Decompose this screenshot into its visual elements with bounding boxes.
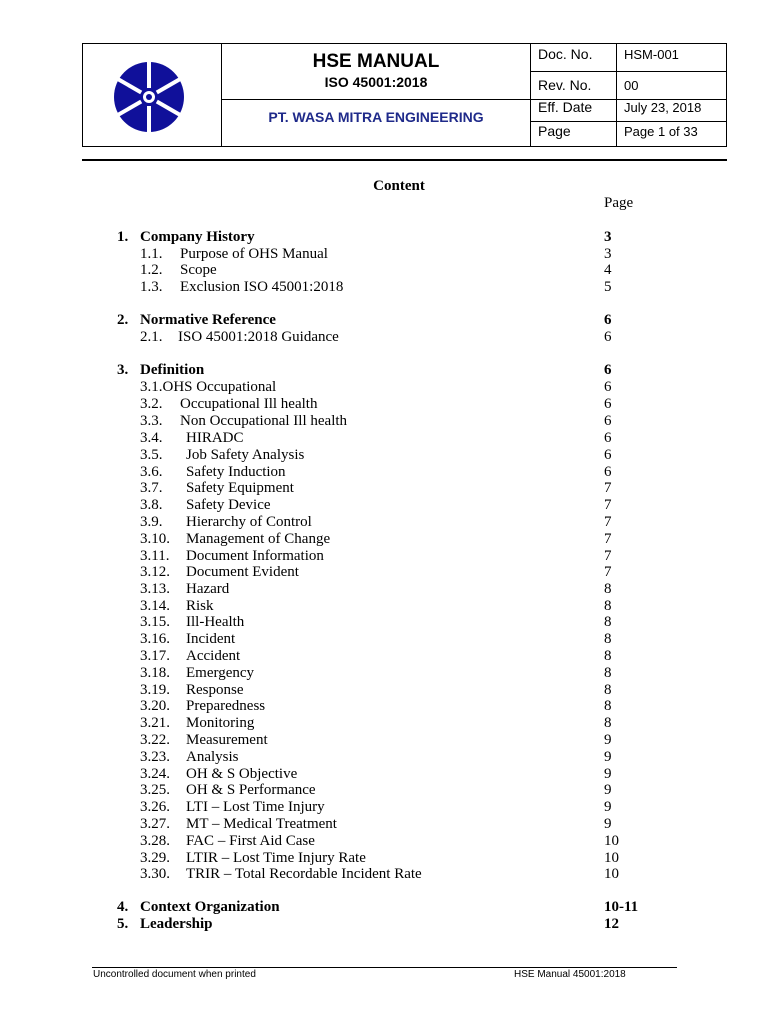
toc-entry xyxy=(0,246,768,263)
toc-entry-number: 3.8. xyxy=(140,497,163,513)
toc-entry-title: Management of Change xyxy=(186,531,331,547)
toc-entry-number: 3.5. xyxy=(140,447,163,463)
toc-entry-title: Hierarchy of Control xyxy=(186,514,312,530)
toc-entry-page: 10 xyxy=(604,850,619,866)
toc-entry xyxy=(0,581,768,598)
toc-entry-page: 6 xyxy=(604,430,612,446)
toc-entry-title: OH & S Objective xyxy=(186,766,298,782)
toc-entry xyxy=(0,497,768,514)
toc-entry-page: 3 xyxy=(604,246,612,262)
footer-rule xyxy=(92,967,677,968)
toc-entry-number: 3.9. xyxy=(140,514,163,530)
toc-entry-page: 9 xyxy=(604,732,612,748)
toc-entry xyxy=(0,514,768,531)
toc-entry xyxy=(0,531,768,548)
toc-entry xyxy=(0,279,768,296)
toc-entry-title: LTI – Lost Time Injury xyxy=(186,799,325,815)
company-logo xyxy=(113,61,185,133)
toc-entry-page: 7 xyxy=(604,548,612,564)
toc-entry-title: Non Occupational Ill health xyxy=(180,413,348,429)
toc-entry-page: 9 xyxy=(604,816,612,832)
footer-left: Uncontrolled document when printed xyxy=(93,969,256,980)
page-value: Page 1 of 33 xyxy=(624,124,698,139)
toc-entry xyxy=(0,715,768,732)
page-label: Page xyxy=(538,123,571,139)
toc-entry xyxy=(0,816,768,833)
toc-entry-page: 9 xyxy=(604,749,612,765)
toc-entry-number: 1.2. xyxy=(140,262,163,278)
manual-title: HSE MANUAL xyxy=(312,51,440,72)
toc-entry-page: 9 xyxy=(604,782,612,798)
content-heading: Content xyxy=(373,178,425,194)
toc-entry-page: 6 xyxy=(604,312,612,328)
toc-entry-page: 8 xyxy=(604,648,612,664)
toc-entry-page: 6 xyxy=(604,464,612,480)
toc-entry-number: 3.27. xyxy=(140,816,170,832)
toc-entry-title: OH & S Performance xyxy=(186,782,316,798)
toc-entry-number: 3.21. xyxy=(140,715,170,731)
toc-entry-page: 8 xyxy=(604,682,612,698)
toc-entry xyxy=(0,833,768,850)
rev-no-value: 00 xyxy=(624,78,639,93)
doc-no-value: HSM-001 xyxy=(624,47,679,62)
toc-entry xyxy=(0,665,768,682)
toc-entry xyxy=(0,866,768,883)
toc-entry xyxy=(0,899,768,916)
toc-entry-title: Job Safety Analysis xyxy=(186,447,305,463)
toc-entry xyxy=(0,396,768,413)
toc-entry xyxy=(0,379,768,396)
toc-entry-number: 2.1. xyxy=(140,329,163,345)
toc-entry-page: 3 xyxy=(604,229,612,245)
toc-entry xyxy=(0,614,768,631)
toc-entry-number: 3.16. xyxy=(140,631,170,647)
toc-entry-title: Document Information xyxy=(186,548,324,564)
toc-entry-number: 1. xyxy=(117,229,129,245)
toc-entry-title: Safety Induction xyxy=(186,464,286,480)
toc-entry-number: 4. xyxy=(117,899,129,915)
toc-entry-title: Company History xyxy=(140,229,255,245)
toc-entry xyxy=(0,564,768,581)
header-rule xyxy=(82,159,727,161)
toc-entry xyxy=(0,782,768,799)
toc-entry-page: 6 xyxy=(604,379,612,395)
toc-entry-number: 3.24. xyxy=(140,766,170,782)
toc-entry-title: Scope xyxy=(180,262,217,278)
toc-entry-title: Accident xyxy=(186,648,241,664)
toc-entry-title: Measurement xyxy=(186,732,268,748)
toc-entry-title: TRIR – Total Recordable Incident Rate xyxy=(186,866,422,882)
toc-entry-title: Hazard xyxy=(186,581,230,597)
toc-entry xyxy=(0,732,768,749)
toc-entry-page: 6 xyxy=(604,413,612,429)
toc-entry-page: 6 xyxy=(604,329,612,345)
toc-entry-number: 5. xyxy=(117,916,129,932)
header-divider xyxy=(616,44,617,146)
toc-entry-title: Response xyxy=(186,682,244,698)
toc-entry-title: Risk xyxy=(186,598,214,614)
toc-entry-number: 3. xyxy=(117,362,129,378)
toc-entry-title: FAC – First Aid Case xyxy=(186,833,315,849)
toc-entry-title: 3.1.OHS Occupational xyxy=(140,379,277,395)
toc-entry xyxy=(0,648,768,665)
toc-entry-number: 3.20. xyxy=(140,698,170,714)
header-divider xyxy=(530,121,726,122)
toc-entry-title: Exclusion ISO 45001:2018 xyxy=(180,279,344,295)
toc-entry-title: Occupational Ill health xyxy=(180,396,318,412)
toc-entry-number: 3.30. xyxy=(140,866,170,882)
toc-entry xyxy=(0,598,768,615)
toc-entry xyxy=(0,548,768,565)
toc-entry-title: Definition xyxy=(140,362,205,378)
toc-entry-title: HIRADC xyxy=(186,430,244,446)
toc-entry-page: 7 xyxy=(604,497,612,513)
toc-entry xyxy=(0,631,768,648)
toc-entry-number: 3.4. xyxy=(140,430,163,446)
toc-entry-title: Context Organization xyxy=(140,899,280,915)
toc-entry-page: 7 xyxy=(604,514,612,530)
toc-entry-number: 3.6. xyxy=(140,464,163,480)
toc-entry xyxy=(0,749,768,766)
eff-date-value: July 23, 2018 xyxy=(624,100,702,115)
toc-entry-number: 3.12. xyxy=(140,564,170,580)
toc-entry-page: 10 xyxy=(604,833,619,849)
toc-entry-number: 3.13. xyxy=(140,581,170,597)
toc-entry-page: 12 xyxy=(604,916,619,932)
standard-subtitle: ISO 45001:2018 xyxy=(324,74,428,90)
toc-entry-number: 3.15. xyxy=(140,614,170,630)
toc-entry-number: 3.14. xyxy=(140,598,170,614)
toc-entry-page: 4 xyxy=(604,262,612,278)
toc-entry-title: Emergency xyxy=(186,665,255,681)
toc-entry xyxy=(0,413,768,430)
toc-entry-title: ISO 45001:2018 Guidance xyxy=(178,329,339,345)
rev-no-label: Rev. No. xyxy=(538,77,592,93)
toc-entry-title: Normative Reference xyxy=(140,312,276,328)
toc-entry-title: Purpose of OHS Manual xyxy=(180,246,328,262)
toc-entry xyxy=(0,698,768,715)
toc-entry xyxy=(0,850,768,867)
toc-entry-number: 1.1. xyxy=(140,246,163,262)
toc-entry-number: 3.10. xyxy=(140,531,170,547)
header-divider xyxy=(530,71,726,72)
toc-entry-title: Leadership xyxy=(140,916,213,932)
toc-entry xyxy=(0,682,768,699)
toc-entry-page: 6 xyxy=(604,447,612,463)
toc-entry-page: 8 xyxy=(604,614,612,630)
toc-entry-number: 3.25. xyxy=(140,782,170,798)
toc-entry-number: 3.26. xyxy=(140,799,170,815)
toc-entry-page: 8 xyxy=(604,698,612,714)
toc-entry-number: 3.7. xyxy=(140,480,163,496)
toc-entry xyxy=(0,447,768,464)
toc-entry-title: Ill-Health xyxy=(186,614,245,630)
header-divider xyxy=(221,99,530,100)
company-name: PT. WASA MITRA ENGINEERING xyxy=(268,109,484,125)
page-column-heading: Page xyxy=(604,195,634,211)
toc-entry-page: 10 xyxy=(604,866,619,882)
toc-entry-page: 8 xyxy=(604,598,612,614)
toc-entry xyxy=(0,916,768,933)
toc-entry-page: 8 xyxy=(604,631,612,647)
toc-entry-number: 3.2. xyxy=(140,396,163,412)
toc-entry-number: 3.23. xyxy=(140,749,170,765)
toc-entry xyxy=(0,766,768,783)
toc-entry xyxy=(0,262,768,279)
header-divider xyxy=(530,44,531,146)
toc-entry-page: 5 xyxy=(604,279,612,295)
document-header xyxy=(82,43,727,147)
toc-entry-page: 8 xyxy=(604,581,612,597)
toc-entry-number: 3.19. xyxy=(140,682,170,698)
toc-entry-title: Preparedness xyxy=(186,698,266,714)
toc-entry-number: 3.3. xyxy=(140,413,163,429)
toc-entry-number: 3.22. xyxy=(140,732,170,748)
footer-right: HSE Manual 45001:2018 xyxy=(514,969,626,980)
toc-entry xyxy=(0,329,768,346)
toc-entry-page: 7 xyxy=(604,564,612,580)
toc-entry-number: 3.28. xyxy=(140,833,170,849)
toc-entry-page: 8 xyxy=(604,715,612,731)
toc-entry-title: Incident xyxy=(186,631,236,647)
toc-entry xyxy=(0,229,768,246)
toc-entry-page: 7 xyxy=(604,480,612,496)
toc-entry xyxy=(0,799,768,816)
toc-entry-page: 6 xyxy=(604,362,612,378)
toc-entry-number: 1.3. xyxy=(140,279,163,295)
toc-entry-number: 3.18. xyxy=(140,665,170,681)
toc-entry-title: Analysis xyxy=(186,749,239,765)
toc-entry-page: 8 xyxy=(604,665,612,681)
toc-entry-number: 2. xyxy=(117,312,129,328)
toc-entry-title: Safety Device xyxy=(186,497,271,513)
toc-entry-title: Monitoring xyxy=(186,715,255,731)
toc-entry xyxy=(0,430,768,447)
toc-entry-number: 3.17. xyxy=(140,648,170,664)
toc-entry-page: 7 xyxy=(604,531,612,547)
toc-entry-page: 9 xyxy=(604,799,612,815)
toc-entry xyxy=(0,480,768,497)
toc-entry xyxy=(0,464,768,481)
toc-entry xyxy=(0,362,768,379)
eff-date-label: Eff. Date xyxy=(538,99,593,115)
toc-entry-page: 10-11 xyxy=(604,899,639,915)
toc-entry xyxy=(0,312,768,329)
toc-entry-number: 3.29. xyxy=(140,850,170,866)
toc-entry-title: LTIR – Lost Time Injury Rate xyxy=(186,850,366,866)
toc-entry-page: 9 xyxy=(604,766,612,782)
toc-entry-title: Safety Equipment xyxy=(186,480,294,496)
doc-no-label: Doc. No. xyxy=(538,46,593,62)
toc-entry-page: 6 xyxy=(604,396,612,412)
toc-entry-number: 3.11. xyxy=(140,548,170,564)
toc-entry-title: MT – Medical Treatment xyxy=(186,816,337,832)
toc-entry-title: Document Evident xyxy=(186,564,299,580)
